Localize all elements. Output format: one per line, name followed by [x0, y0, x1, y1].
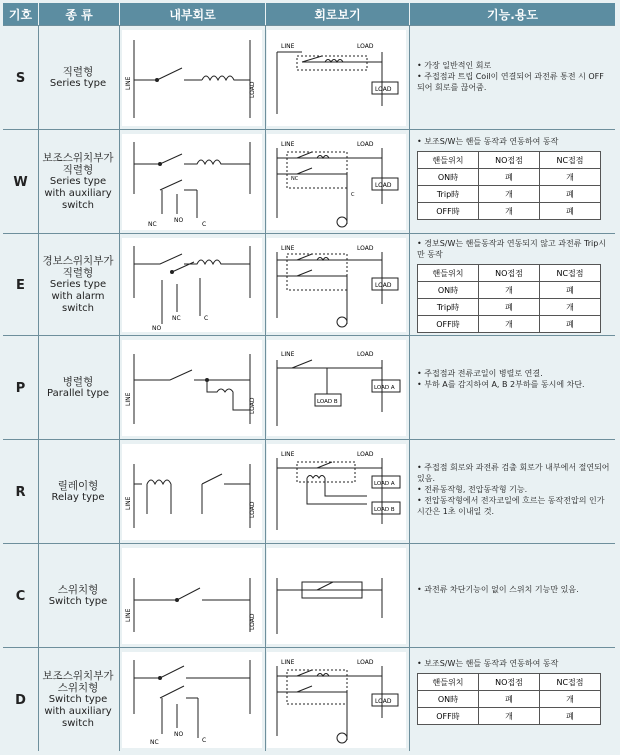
function-text: • 전류동작형, 전압동작형 기능.: [417, 485, 528, 494]
type-name-kr: 경보스위치부가 직렬형: [42, 255, 114, 279]
function-text: • 주접점과 전류코일이 병렬로 연결.: [417, 369, 543, 378]
internal-circuit-s: [122, 30, 262, 126]
table-header-cell: NC접점: [540, 265, 601, 282]
line-label: LINE: [125, 496, 132, 510]
table-header-cell: NO접점: [479, 674, 540, 691]
load-label: LOAD: [357, 659, 374, 666]
load-box-label: LOAD: [375, 698, 392, 705]
row-c: [3, 543, 615, 648]
table-cell: Trip時: [418, 186, 479, 203]
load-a-label: LOAD A: [374, 385, 395, 391]
state-table: [417, 264, 601, 333]
table-cell: 폐: [540, 186, 601, 203]
load-box-label: LOAD: [375, 282, 392, 289]
table-header-cell: NC접점: [540, 152, 601, 169]
load-label: LOAD: [357, 245, 374, 252]
load-label: LOAD: [357, 141, 374, 148]
header-code: 기호: [3, 3, 38, 25]
table-cell: 개: [479, 708, 540, 725]
table-header-cell: 핸들위치: [418, 265, 479, 282]
internal-circuit-p: [122, 340, 262, 436]
table-cell: 폐: [479, 299, 540, 316]
line-label: LINE: [125, 76, 132, 90]
header-circuit-example: 회로보기: [266, 3, 409, 25]
table-cell: ON時: [418, 282, 479, 299]
type-code: P: [15, 380, 26, 396]
load-label: LOAD: [357, 43, 374, 50]
table-cell: 개: [540, 691, 601, 708]
load-label: LOAD: [249, 613, 256, 630]
line-label: LINE: [281, 43, 295, 50]
load-label: LOAD: [249, 501, 256, 518]
type-code: S: [15, 70, 26, 86]
state-table: [417, 673, 601, 725]
internal-circuit-e: [122, 238, 262, 332]
type-name: [38, 130, 118, 234]
circuit-example-s: [267, 30, 406, 126]
type-name-kr: 병렬형: [62, 376, 94, 388]
nc-label: NC: [172, 315, 181, 322]
line-label: LINE: [281, 659, 295, 666]
table-header-cell: NC접점: [540, 674, 601, 691]
type-name: [38, 440, 118, 544]
load-box-label: LOAD: [375, 182, 392, 189]
function-text: • 부하 A를 감지하여 A, B 2부하를 동시에 차단.: [417, 380, 585, 389]
type-name-kr: 스위치형: [57, 584, 99, 596]
function-s: [411, 30, 614, 126]
table-cell: 폐: [479, 169, 540, 186]
c-label: C: [202, 737, 207, 744]
row-e: [3, 233, 615, 336]
circuit-example-e: [267, 238, 406, 332]
table-header-cell: 핸들위치: [418, 674, 479, 691]
table-cell: 개: [479, 186, 540, 203]
internal-circuit-r: [122, 444, 262, 540]
table-cell: OFF時: [418, 316, 479, 333]
nc-label: NC: [150, 739, 159, 746]
table-header-cell: 핸들위치: [418, 152, 479, 169]
circuit-type-sheet: [3, 3, 615, 751]
function-r: [411, 444, 614, 540]
type-code: R: [15, 484, 26, 500]
table-cell: Trip時: [418, 299, 479, 316]
table-cell: 폐: [479, 691, 540, 708]
table-cell: ON時: [418, 169, 479, 186]
type-code: C: [15, 588, 26, 604]
type-name-en: Series type with auxiliary switch: [44, 176, 112, 211]
type-code: W: [13, 174, 28, 190]
table-cell: 개: [479, 203, 540, 220]
table-cell: 개: [479, 316, 540, 333]
load-label: LOAD: [357, 351, 374, 358]
function-text: • 주접점과 트립 Coil이 연결되어 과전류 통전 시 OFF되어 회로를 끊어줌.: [417, 72, 604, 92]
type-name-en: Parallel type: [47, 388, 109, 399]
type-name: [38, 234, 118, 336]
no-label: NO: [152, 325, 162, 332]
nc-label: NC: [148, 221, 157, 228]
table-cell: OFF時: [418, 203, 479, 220]
load-label: LOAD: [357, 451, 374, 458]
circuit-example-p: [267, 340, 406, 436]
line-label: LINE: [281, 451, 295, 458]
table-cell: ON時: [418, 691, 479, 708]
table-cell: 개: [479, 282, 540, 299]
row-r: [3, 439, 615, 544]
circuit-example-d: [267, 652, 406, 748]
line-label: LINE: [125, 392, 132, 406]
function-text: • 보조S/W는 핸들 동작과 연동하여 동작: [417, 659, 559, 668]
state-table: [417, 151, 601, 220]
table-cell: 폐: [540, 708, 601, 725]
type-name: [38, 26, 118, 130]
function-text: • 가장 일반적인 회로: [417, 61, 492, 70]
row-d: [3, 647, 615, 752]
type-name: [38, 544, 118, 648]
circuit-example-c: [267, 548, 406, 644]
no-label: NO: [174, 217, 184, 224]
header-function: 기능.용도: [410, 3, 615, 25]
type-name: [38, 336, 118, 440]
type-name-en: Switch type: [48, 596, 108, 607]
internal-circuit-w: [122, 134, 262, 230]
internal-circuit-d: [122, 652, 262, 748]
type-name-en: Relay type: [51, 492, 105, 503]
nc-label: NC: [291, 176, 299, 182]
type-name: [38, 648, 118, 752]
function-text: • 주접점 회로와 과전류 검출 회로가 내부에서 절연되어 있음.: [417, 463, 610, 483]
type-code: D: [15, 692, 26, 708]
type-name-en: Series type: [49, 78, 107, 89]
table-cell: 폐: [540, 203, 601, 220]
no-label: NO: [174, 731, 184, 738]
row-w: [3, 129, 615, 234]
load-a-label: LOAD A: [374, 481, 395, 487]
c-label: C: [202, 221, 207, 228]
load-box-label: LOAD: [375, 86, 392, 93]
function-d: [411, 652, 614, 748]
type-code: E: [16, 277, 25, 293]
function-c: [411, 548, 614, 644]
type-name-kr: 직렬형: [62, 66, 94, 78]
type-name-kr: 보조스위치부가 스위치형: [42, 670, 114, 694]
table-cell: 개: [540, 169, 601, 186]
load-label: LOAD: [249, 397, 256, 414]
function-text: • 전압동작형에서 전자코일에 흐르는 동작전압의 인가시간은 1초 이내일 것.: [417, 496, 605, 516]
c-label: C: [351, 192, 355, 198]
function-e: [411, 238, 614, 332]
function-p: [411, 340, 614, 436]
table-cell: 폐: [540, 282, 601, 299]
table-cell: OFF時: [418, 708, 479, 725]
line-label: LINE: [281, 141, 295, 148]
row-p: [3, 335, 615, 440]
type-name-en: Series type with alarm switch: [49, 279, 107, 314]
type-name-kr: 보조스위치부가 직렬형: [42, 152, 114, 176]
row-s: [3, 25, 615, 130]
table-header-cell: NO접점: [479, 265, 540, 282]
type-name-en: Switch type with auxiliary switch: [44, 694, 112, 729]
circuit-example-r: [267, 444, 406, 540]
header-type: 종 류: [39, 3, 119, 25]
load-label: LOAD: [249, 81, 256, 98]
line-label: LINE: [281, 351, 295, 358]
function-w: [411, 134, 614, 230]
table-cell: 개: [540, 299, 601, 316]
header-internal-circuit: 내부회로: [120, 3, 265, 25]
table-header-cell: NO접점: [479, 152, 540, 169]
load-b-label: LOAD B: [317, 399, 338, 405]
internal-circuit-c: [122, 548, 262, 644]
line-label: LINE: [281, 245, 295, 252]
line-label: LINE: [125, 608, 132, 622]
load-b-label: LOAD B: [374, 507, 395, 513]
function-text: • 과전류 차단기능이 없이 스위치 기능만 있음.: [417, 585, 579, 594]
table-cell: 폐: [540, 316, 601, 333]
c-label: C: [204, 315, 209, 322]
function-text: • 경보S/W는 핸들동작과 연동되지 않고 과전류 Trip시만 동작: [417, 239, 607, 259]
circuit-example-w: [267, 134, 406, 230]
type-name-kr: 릴레이형: [57, 480, 99, 492]
function-text: • 보조S/W는 핸들 동작과 연동하여 동작: [417, 137, 559, 146]
